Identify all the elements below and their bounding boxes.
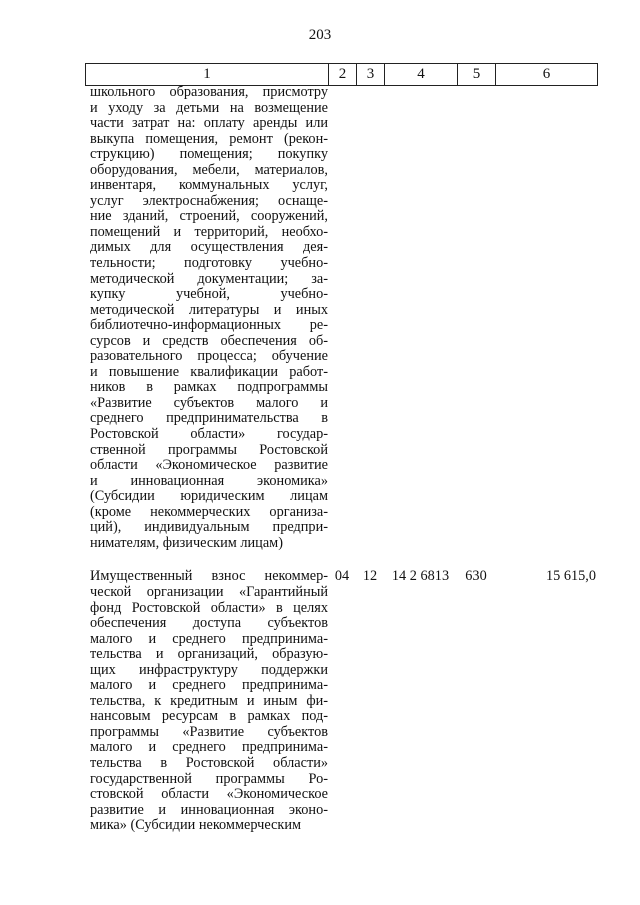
description-line: малого и среднего предпринима- [90, 677, 328, 694]
description-line: ственной программы Ростовской [90, 441, 328, 458]
description-line: области «Экономическое развитие [90, 457, 328, 474]
description-line: нимателям, физическим лицам) [90, 534, 283, 551]
description-line: школьного образования, присмотру [90, 84, 328, 100]
description-line: тельства в Ростовской области» [90, 754, 328, 771]
column-header-6: 6 [496, 64, 598, 86]
column-header-3: 3 [357, 64, 385, 86]
description-line: методической документации; за- [90, 270, 328, 287]
description-line: тельности; подготовку учебно- [90, 255, 328, 272]
description-line: и инновационная экономика» [90, 472, 328, 489]
description-line: (Субсидии юридическим лицам [90, 488, 328, 505]
description-line: щих инфраструктуру поддержки [90, 661, 328, 678]
description-line: обеспечения доступа субъектов [90, 615, 328, 632]
description-line: сурсов и средств обеспечения об- [90, 332, 328, 349]
description-line: (кроме некоммерческих организа- [90, 503, 328, 520]
description-line: мика» (Субсидии некоммерческим [90, 817, 302, 834]
description-line: димых для осуществления дея- [90, 239, 328, 256]
description-line: помещений и территорий, необхо- [90, 223, 328, 240]
description-line: разовательного процесса; обучение [90, 348, 328, 365]
description-line: ников в рамках подпрограммы [90, 379, 328, 396]
column-header-1: 1 [86, 64, 329, 86]
description-line: инвентаря, коммунальных услуг, [90, 177, 328, 194]
cell-col-2: 04 [334, 568, 350, 585]
description-line: Ростовской области» государ- [90, 426, 328, 443]
description-line: тельства, к кредитным и иным фи- [90, 692, 328, 709]
description-line: нансовым ресурсам в рамках под- [90, 708, 328, 725]
description-line: методической литературы и иных [90, 301, 328, 318]
description-line: струкцию) помещения; покупку [90, 146, 328, 163]
description-line: стовской области «Экономическое [90, 786, 328, 803]
table-row [85, 85, 597, 551]
description-line: развитие и инновационная эконо- [90, 801, 328, 818]
description-line: купку учебной, учебно- [90, 286, 328, 303]
description-line: тельства и организаций, образую- [90, 646, 328, 663]
description-line: «Развитие субъектов малого и [90, 394, 328, 411]
description-line: оборудования, мебели, материалов, [90, 161, 328, 178]
description-line: и уходу за детьми на возмещение [90, 99, 328, 116]
row-description [85, 85, 328, 551]
description-line: выкупа помещения, ремонт (рекон- [90, 130, 328, 147]
description-line: малого и среднего предпринима- [90, 739, 328, 756]
description-line: среднего предпринимательства в [90, 410, 328, 427]
page-number: 203 [308, 27, 332, 43]
description-line: ние зданий, строений, сооружений, [90, 208, 328, 225]
table-row [85, 569, 597, 833]
column-header-row [86, 64, 598, 86]
cell-col-5: 630 [465, 568, 487, 585]
column-header-table [85, 63, 598, 86]
description-line: ций), индивидуальным предпри- [90, 519, 328, 536]
column-header-2: 2 [329, 64, 357, 86]
row-description [85, 569, 328, 833]
description-line: программы «Развитие субъектов [90, 723, 328, 740]
description-line: Имущественный взнос некоммер- [90, 568, 328, 585]
cell-col-3: 12 [362, 568, 378, 585]
description-line: части затрат на: оплату аренды или [90, 115, 328, 132]
column-header-4: 4 [385, 64, 458, 86]
description-line: государственной программы Ро- [90, 770, 328, 787]
description-line: услуг электроснабжения; оснаще- [90, 192, 328, 209]
description-line: ческой организации «Гарантийный [90, 583, 328, 600]
description-line: и повышение квалификации работ- [90, 363, 328, 380]
table-body [85, 85, 597, 834]
column-header-5: 5 [458, 64, 496, 86]
cell-col-4: 14 2 6813 [391, 568, 450, 585]
description-line: малого и среднего предпринима- [90, 630, 328, 647]
description-line: фонд Ростовской области» в целях [90, 599, 328, 616]
cell-col-6: 15 615,0 [545, 568, 596, 585]
description-line: библиотечно-информационных ре- [90, 317, 328, 334]
